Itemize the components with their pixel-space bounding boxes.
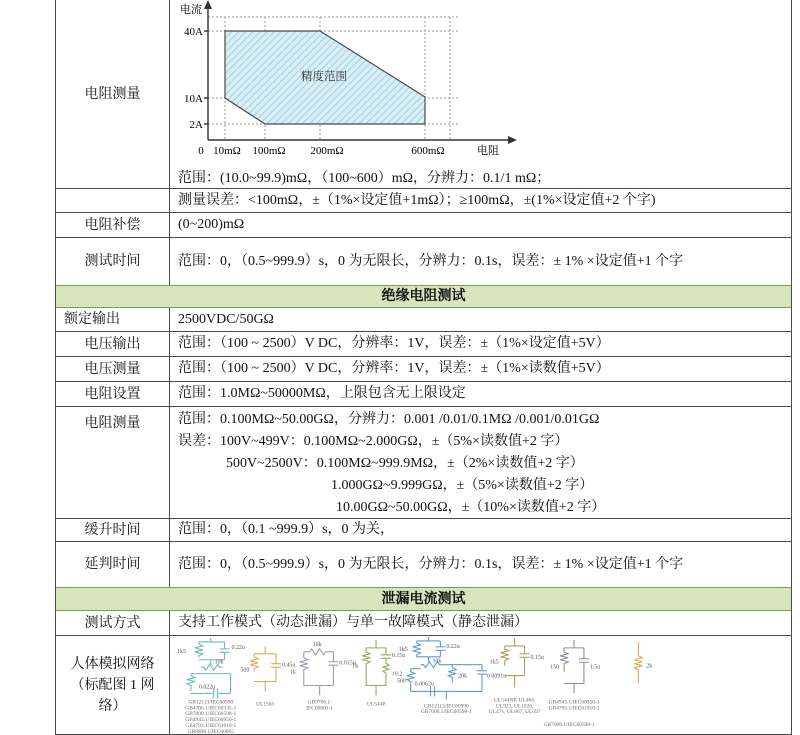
section-header-leakage: 泄漏电流测试 — [56, 587, 791, 611]
voltage-output-value: 范围：（100 ~ 2500）V DC，分辨率：1V，误差：±（1%×设定值+5V） — [178, 336, 610, 351]
c8-r1-value: 2k — [646, 663, 653, 670]
c4-r1-value: 1k — [352, 663, 359, 670]
y-axis-label: 电流 — [180, 4, 202, 16]
row-rated-output — [56, 308, 791, 331]
insulation-line-error1: 误差：100V~499V：0.100MΩ~2.000GΩ，±（5%×读数值+2 字） — [178, 434, 569, 449]
accuracy-range-chart — [172, 0, 790, 159]
c5-c3-value: 0.0091u — [486, 673, 507, 680]
circuit-4 — [362, 640, 391, 695]
c3-r2-value: 1k — [289, 669, 296, 676]
c1-standard-5: GB4793.1/IEC61010-1 — [185, 723, 237, 730]
c1-standard-4: GB4943.1/IEC60950-1 — [185, 717, 237, 724]
row-delay-judge-time — [56, 541, 791, 587]
c4-standard-1: UL544P — [366, 701, 386, 708]
row-body-simulation-network — [56, 635, 791, 734]
c6-c1-value: 0.15u — [530, 654, 544, 661]
row-label-resistance-setting: 电阻设置 — [56, 382, 170, 406]
delay-judge-time-value: 范围：0，（0.5~999.9）s，0 为无限长，分辨力：0.1s，误差：± 1% ×设定值+1 个字 — [178, 556, 684, 572]
y-axis-arrow-icon — [204, 0, 212, 9]
row-measure-error — [56, 188, 791, 212]
c4-r2-value: 10.2 — [391, 671, 403, 678]
insulation-line-error4: 10.00GΩ~50.00GΩ，±（10%×读数值+2 字） — [336, 500, 606, 515]
accuracy-region-label: 精度范围 — [301, 71, 347, 83]
section-header-insulation: 绝缘电阻测试 — [56, 285, 791, 308]
c5-c1-value: 0.22u — [446, 643, 460, 650]
row-label-empty — [56, 189, 170, 212]
c5-r1-value: 1k5 — [398, 646, 408, 653]
rated-output-value: 2500VDC/50GΩ — [178, 311, 274, 327]
x-tick-100m: 100mΩ — [252, 145, 286, 157]
c6-r1-value: 1k5 — [489, 659, 499, 666]
insulation-line-error3: 1.000GΩ~9.999GΩ，±（5%×读数值+2 字） — [331, 478, 594, 493]
c1-standard-3: GB7000.1/IEC60598-1 — [185, 711, 237, 718]
resistance-measurement-content — [170, 0, 791, 188]
c5-c2-value: 0.0062u — [414, 681, 434, 688]
row-label-resistance-measurement: 电阻测量 — [56, 0, 170, 188]
row-label-voltage-output: 电压输出 — [56, 332, 170, 356]
circuit-captions — [185, 697, 599, 734]
c7-c1-value: 1.5u — [589, 664, 601, 671]
row-ramp-time — [56, 518, 791, 541]
c1-c1-value: 0.22u — [231, 644, 245, 651]
row-label-voltage-measurement: 电压测量 — [56, 357, 170, 381]
body-network-diagrams — [170, 636, 791, 734]
c1-standard-2: GB4706.1/IEC60335-1 — [185, 705, 237, 712]
row-label-ramp-time: 缓升时间 — [56, 519, 170, 541]
circuit-2 — [250, 646, 281, 692]
resistance-setting-value: 范围：1.0MΩ~50000MΩ，上限包含无上限设定 — [178, 386, 466, 401]
insulation-resistance-lines — [170, 407, 791, 518]
ramp-time-value: 范围：0，（0.1 ~999.9）s，0 为关， — [178, 522, 395, 537]
circuit-7 — [560, 640, 589, 693]
c2-standard-1: UL1563 — [256, 701, 275, 708]
row-test-mode — [56, 611, 791, 635]
c7-standard-2: GB4793.1/IEC61010-1 — [548, 705, 600, 712]
insulation-line-range: 范围：0.100MΩ~50.00GΩ，分辨力：0.001 /0.01/0.1MΩ /0.001/0.01GΩ — [178, 412, 600, 427]
spec-table — [55, 0, 792, 735]
c2-r1-value: 500 — [240, 667, 250, 674]
test-time-value: 范围：0，（0.5~999.9）s，0 为无限长，分辨力：0.1s，误差：± 1% ×设定值+1 个字 — [178, 253, 684, 269]
x-tick-0: 0 — [198, 145, 204, 157]
c1-r2-value: 10k — [214, 659, 224, 666]
row-resistance-measurement — [56, 0, 791, 188]
circuit-6 — [501, 638, 530, 687]
row-resistance-compensation — [56, 212, 791, 237]
resistance-compensation-value: (0~200)mΩ — [178, 217, 245, 232]
c5-r4-value: 500 — [396, 678, 406, 685]
insulation-line-error2: 500V~2500V：0.100MΩ~999.9MΩ，±（2%×读数值+2 字） — [226, 456, 584, 471]
test-mode-value: 支持工作模式（动态泄漏）与单一故障模式（静态泄漏） — [178, 615, 528, 630]
c2-c1-value: 0.45u — [282, 662, 296, 669]
row-label-rated-output: 额定输出 — [56, 308, 170, 331]
shared-standard-caption: GB7000.1/IEC60598-1 — [543, 722, 595, 729]
c7-r1-value: 150 — [550, 664, 560, 671]
x-axis-label: 电阻 — [477, 145, 499, 157]
row-test-time — [56, 237, 791, 285]
row-voltage-measurement — [56, 356, 791, 381]
row-voltage-output — [56, 331, 791, 356]
c3-c1-value: 0.015u — [339, 660, 356, 667]
c6-standard-3: UL471, UL867, UL697 — [488, 709, 541, 716]
c6-standard-2: UL923, UL1026, — [495, 703, 534, 710]
voltage-measurement-value: 范围：（100 ~ 2500）V DC，分辨率：1V，误差：±（1%×读数值+5V） — [178, 361, 610, 376]
c3-standard-2: IEC60601-1 — [306, 705, 334, 712]
circuit-3 — [300, 649, 339, 696]
circuit-8 — [634, 642, 642, 684]
c3-standard-1: GB9706.1/ — [307, 699, 332, 706]
c4-c1-value: 0.15u — [391, 652, 406, 659]
row-label-delay-judge-time: 延判时间 — [56, 542, 170, 587]
y-tick-2a: 2A — [189, 119, 203, 131]
row-label-body-network: 人体模拟网络（标配图 1 网络） — [56, 636, 170, 734]
c3-r1-value: 10k — [312, 641, 322, 648]
c6-standard-1: UL544NP, UL484, — [494, 697, 536, 704]
y-tick-10a: 10A — [184, 93, 203, 105]
accuracy-chart-wrap — [170, 0, 791, 167]
c7-standard-1: GB4943.1/IEC60950-1 — [548, 699, 600, 706]
c1-standard-1: GB12113/IEC60990 — [188, 699, 234, 706]
x-axis-arrow-icon — [508, 136, 517, 144]
x-tick-600m: 600mΩ — [411, 145, 445, 157]
row-resistance-setting — [56, 381, 791, 406]
c1-standard-6: GB8898.1/IEC60065 — [187, 729, 234, 734]
c5-r3-value: 20k — [458, 673, 468, 680]
x-tick-200m: 200mΩ — [310, 145, 344, 157]
row-label-insulation-resistance: 电阻测量 — [56, 407, 170, 518]
resistance-range-text: 范围：(10.0~99.9)mΩ，（100~600）mΩ，分辨力：0.1/1 mΩ； — [178, 171, 551, 186]
row-insulation-resistance-measurement — [56, 406, 791, 518]
c5-standard-2: GB7000.1/IEC60598-1 — [420, 709, 472, 716]
network-circuits-svg — [170, 636, 788, 734]
c5-standard-1: GB12113/IEC60990 — [423, 703, 469, 710]
x-tick-10m: 10mΩ — [213, 145, 241, 157]
row-label-resistance-compensation: 电阻补偿 — [56, 213, 170, 237]
c1-c2-value: 0.022u — [198, 684, 216, 691]
row-label-test-mode: 测试方式 — [56, 611, 170, 635]
measure-error-text: 测量误差：<100mΩ，±（1%×设定值+1mΩ）；≥100mΩ，±(1%×设定值+2 个字) — [178, 192, 656, 208]
c5-r2-value: 10k — [432, 658, 442, 665]
c1-r1-value: 1k5 — [177, 648, 186, 655]
row-label-test-time: 测试时间 — [56, 238, 170, 285]
y-tick-40a: 40A — [184, 26, 203, 38]
